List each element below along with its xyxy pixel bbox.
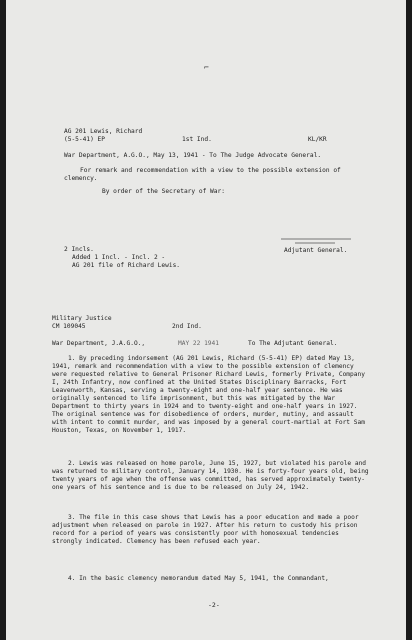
date-stamp: MAY 22 1941 [178,340,219,347]
signature [281,236,351,244]
second-ind-label: 2nd Ind. [172,323,202,330]
initials: KL/KR [308,136,327,143]
paragraph-2: 2. Lewis was released on home parole, June 15, 1927, but violated his parole and was returned to military control, January 14, 1930. He is forty-four years old, being twenty years of age when the offense was committed, has served approximately twenty-one years of his sentence and is due to be released on July 24, 1942. [52,460,369,491]
inclosure-line: AG 201 file of Richard Lewis. [72,262,181,269]
header-case-number: CM 109045 [52,323,86,330]
first-ind-dept-line: War Department, A.G.O., May 13, 1941 - To The Judge Advocate General. [64,152,322,159]
paragraph-4: 4. In the basic clemency memorandum dated May 5, 1941, the Commandant, [68,575,329,582]
inclosure-line: 2 Incls. [64,246,94,253]
first-ind-body: For remark and recommendation with a view to the possible extension of clemency. [64,167,341,182]
paragraph-3: 3. The file in this case shows that Lewis has a poor education and made a poor adjustment when released on parole in 1927. After his return to custody his prison record for a period of years was consistently poor with homosexual tendencies strongly indicated. Clemency has been refused each year. [52,514,359,545]
first-ind-label: 1st Ind. [182,136,212,143]
second-ind-dept-suffix: To The Adjutant General. [248,340,338,347]
order-line: By order of the Secretary of War: [102,188,225,195]
ref-line-2: (5-5-41) EP [64,136,105,143]
scan-mark: ⌐ [204,63,209,72]
inclosure-line: Added 1 Incl. - Incl. 2 - [72,254,166,261]
document-page [6,0,406,640]
second-ind-dept-prefix: War Department, J.A.G.O., [52,340,146,347]
paragraph-1: 1. By preceding indorsement (AG 201 Lewis, Richard (5-5-41) EP) dated May 13, 1941, remark and recommendation with a view to the possible extension of clemency were requested relative to General Prisoner Richard Lewis, formerly Private, Company I, 24th Infantry, now confined at the United States Disciplinary Barracks, Fort Leavenworth, Kansas, serving a twenty-eight and one-half year sentence. He was originally sentenced to life imprisonment, but this was mitigated by the War Department to thirty years in 1924 and to twenty-eight and one-half years in 1927. The original sentence was for disobedience of orders, murder, mutiny, and assault with intent to commit murder, and was imposed by a general court-martial at Fort Sam Houston, Texas, on November 1, 1917. [52,355,365,434]
signer-title: Adjutant General. [284,247,348,254]
header-military-justice: Military Justice [52,315,112,322]
ref-line-1: AG 201 Lewis, Richard [64,128,143,135]
page-number: -2- [208,601,220,609]
